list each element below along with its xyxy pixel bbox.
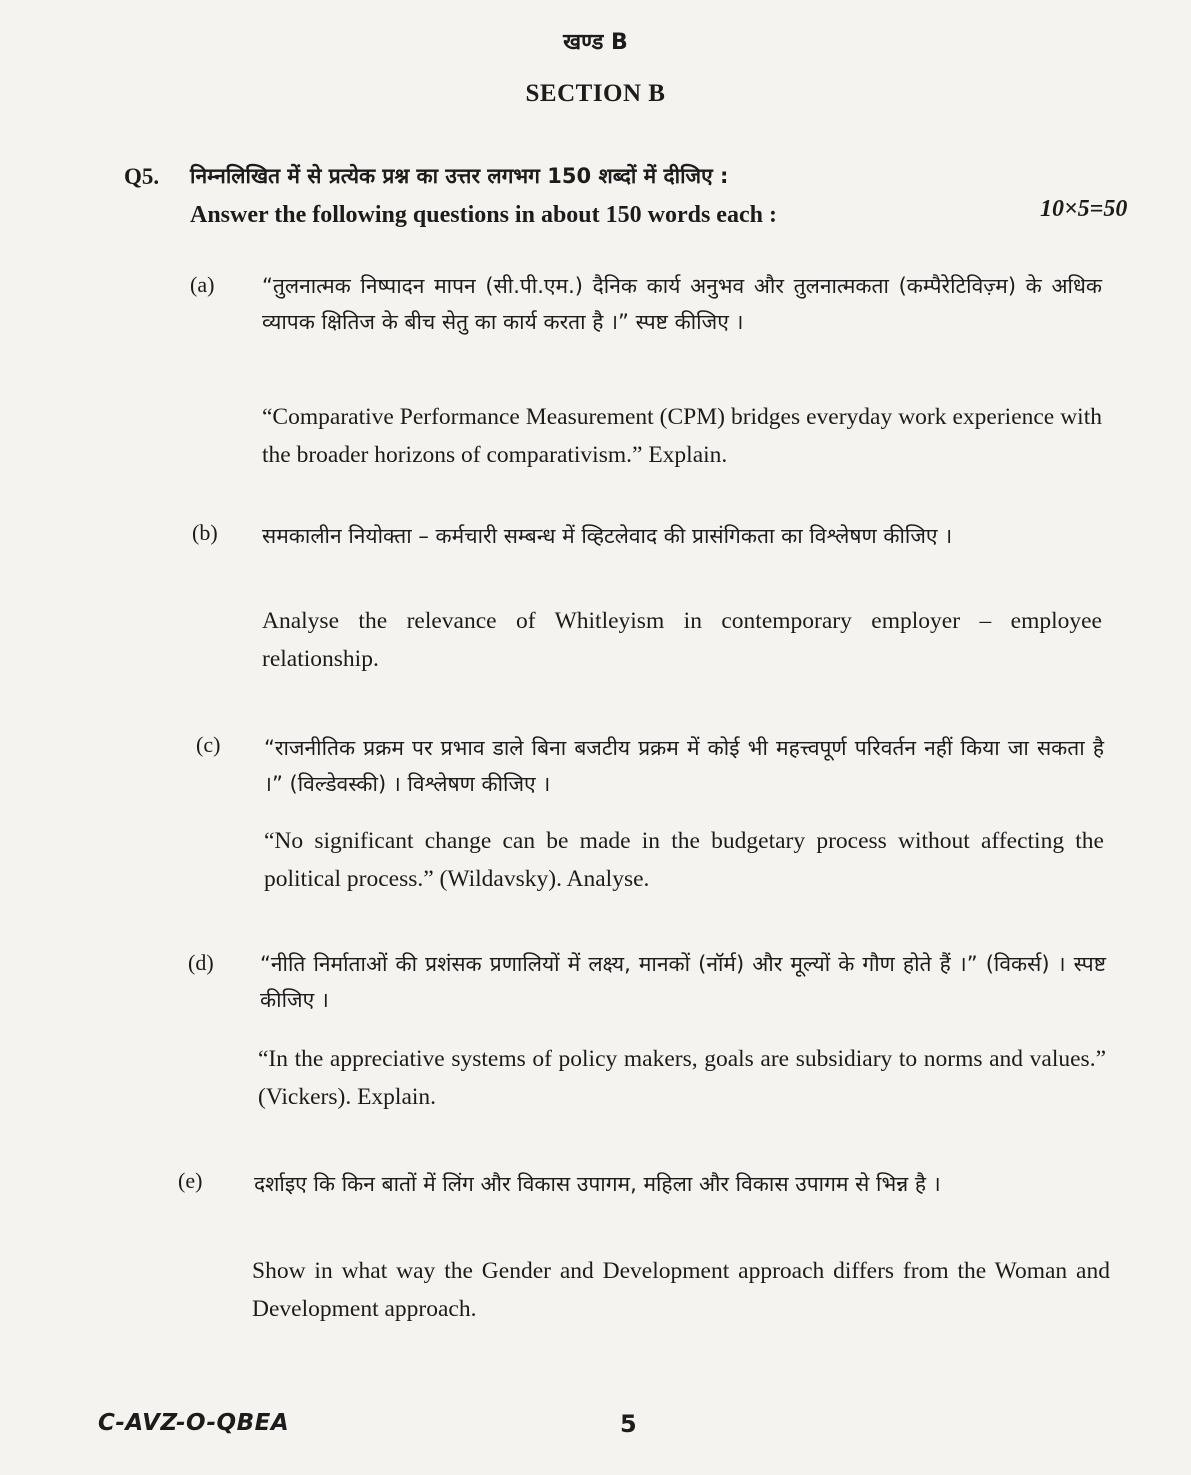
part-d-hindi: “नीति निर्माताओं की प्रशंसक प्रणालियों में लक्ष्य, मानकों (नॉर्म) और मूल्यों के गौण होते हैं ।” (विकर्स) । स्पष्ट कीजिए । [260, 952, 1106, 1012]
question-instruction-english: Answer the following questions in about 150 words each : [190, 202, 777, 228]
part-e-label: (e) [178, 1168, 203, 1193]
part-c-label: (c) [196, 732, 221, 757]
part-e-english: Show in what way the Gender and Development approach differs from the Woman and Development approach. [252, 1258, 1110, 1322]
part-e-hindi: दर्शाइए कि किन बातों में लिंग और विकास उपागम, महिला और विकास उपागम से भिन्न है । [254, 1172, 941, 1196]
part-d-label: (d) [188, 950, 214, 975]
part-b-hindi: समकालीन नियोक्ता – कर्मचारी सम्बन्ध में व्हिटलेवाद की प्रासंगिकता का विश्लेषण कीजिए । [262, 524, 953, 548]
part-c-english: “No significant change can be made in the budgetary process without affecting the political process.” (Wildavsky). Analyse. [264, 828, 1104, 892]
part-d-english: “In the appreciative systems of policy makers, goals are subsidiary to norms and values.” (Vickers). Explain. [258, 1046, 1106, 1110]
part-b-label: (b) [192, 520, 218, 545]
question-instruction-hindi: निम्नलिखित में से प्रत्येक प्रश्न का उत्तर लगभग 150 शब्दों में दीजिए : [190, 164, 729, 188]
part-b-english: Analyse the relevance of Whitleyism in contemporary employer – employee relationship. [262, 608, 1102, 672]
part-a-hindi: “तुलनात्मक निष्पादन मापन (सी.पी.एम.) दैनिक कार्य अनुभव और तुलनात्मकता (कम्पैरेटिविज़्म) के अधिक व्यापक क्षितिज के बीच सेतु का कार्य करता है ।” स्पष्ट कीजिए । [262, 274, 1102, 334]
part-a-english: “Comparative Performance Measurement (CPM) bridges everyday work experience with the broader horizons of comparativism.” Explain. [262, 404, 1102, 468]
part-c-hindi: “राजनीतिक प्रक्रम पर प्रभाव डाले बिना बजटीय प्रक्रम में कोई भी महत्त्वपूर्ण परिवर्तन नहीं किया जा सकता है ।” (विल्डेवस्की) । विश्लेषण कीजिए । [264, 736, 1104, 796]
question-number: Q5. [124, 164, 160, 189]
paper-code: C-AVZ-O-QBEA [98, 1410, 290, 1436]
section-heading-hindi: खण्ड B [563, 30, 628, 55]
part-a-label: (a) [190, 272, 215, 297]
page-number: 5 [620, 1410, 637, 1438]
section-heading-english: SECTION B [525, 80, 666, 107]
marks-allocation: 10×5=50 [1040, 196, 1128, 222]
